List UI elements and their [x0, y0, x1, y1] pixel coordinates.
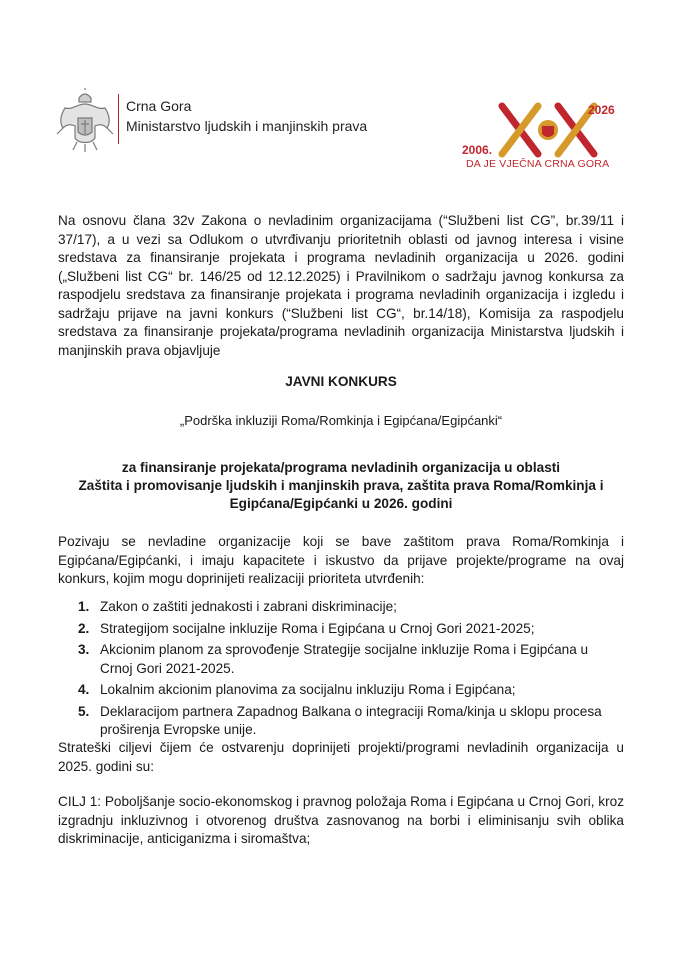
list-item-number: 5. — [78, 703, 90, 719]
header-divider — [118, 94, 119, 144]
list-item-number: 1. — [78, 599, 90, 614]
jubilee-start-year: 2006. — [462, 143, 493, 157]
list-item-number: 4. — [78, 682, 90, 697]
list-item — [58, 620, 624, 639]
list-item — [58, 703, 624, 740]
list-item-number: 2. — [78, 620, 90, 636]
list-item-text: Strategijom socijalne inkluzije Roma i Egipćana u Crnoj Gori 2021-2025; — [100, 620, 535, 636]
goals-intro-paragraph: Strateški ciljevi čijem će ostvarenju doprinijeti projekti/programi nevladinih organizacija u 2025. godini su: — [58, 740, 624, 774]
purpose-line-3: Egipćana/Egipćanki u 2026. godini — [229, 496, 453, 511]
crest-mini-icon — [538, 120, 558, 140]
priorities-list — [58, 598, 624, 743]
list-item-text: Akcionim planom za sprovođenje Strategije socijalne inkluzije Roma i Egipćana u Crnoj Gori 2021-2025. — [100, 642, 589, 676]
program-subtitle: „Podrška inkluziji Roma/Romkinja i Egipćana/Egipćanki“ — [179, 413, 503, 428]
list-item-number: 3. — [78, 642, 90, 657]
purpose-line-1: za finansiranje projekata/programa nevladinih organizacija u oblasti — [121, 460, 561, 475]
goal-1-paragraph: CILJ 1: Poboljšanje socio-ekonomskog i pravnog položaja Roma i Egipćana u Crnoj Gori, kroz izgradnju inkluzivnog i otvorenog društva zasnovanog na borbi i eliminisanju svih oblika diskriminacije, anticiganizma i siromaštva; — [58, 794, 624, 846]
jubilee-end-year: 2026 — [588, 103, 615, 117]
jubilee-motto: DA JE VJEČNA CRNA GORA — [466, 158, 610, 170]
list-item — [58, 681, 624, 700]
intro-paragraph: Na osnovu člana 32v Zakona o nevladinim organizacijama (“Službeni list CG”, br.39/11 i 37/17), a u vezi sa Odlukom o utvrđivanju prioritetnih oblasti od javnog interesa i visine sredstava za finansiranje projekata i programa nevladinih organizacija u 2026. godini („Službeni list CG“ br. 146/25 od 12.12.2025) i Pravilnikom o sadržaju javnog konkursa za raspodjelu sredstava za finansiranje projekata i programa nevladinih organizacija i izgledu i sadržaju prijave na javni konkurs (“Službeni list CG“, br.14/18), Komisija za raspodjelu sredstava za finansiranje projekata/programa nevladinih organizacija Ministarstva ljudskih i manjinskih prava objavljuje — [58, 213, 624, 358]
list-item — [58, 641, 624, 678]
ministry-name: Ministarstvo ljudskih i manjinskih prava — [126, 118, 368, 134]
document-title: JAVNI KONKURS — [285, 374, 397, 389]
list-item-text: Deklaracijom partnera Zapadnog Balkana o integraciji Roma/kinja u sklopu procesa proširenja Evropske unije. — [100, 703, 602, 737]
ministry-name-block — [126, 96, 367, 136]
list-item-text: Lokalnim akcionim planovima za socijalnu inkluziju Roma i Egipćana; — [100, 682, 516, 697]
country-name: Crna Gora — [126, 98, 192, 114]
purpose-line-2: Zaštita i promovisanje ljudskih i manjinskih prava, zaštita prava Roma/Romkinja i — [78, 478, 604, 493]
invitation-paragraph: Pozivaju se nevladine organizacije koji se bave zaštitom prava Roma/Romkinja i Egipćana/Egipćanki, i imaju kapacitete i iskustvo da prijave projekte/programe na ovaj konkurs, kojim mogu doprinijeti realizaciji prioriteta utvrđenih: — [58, 534, 624, 586]
list-item-text: Zakon o zaštiti jednakosti i zabrani diskriminacije; — [100, 599, 397, 614]
coat-of-arms-icon — [55, 88, 115, 154]
list-item — [58, 598, 624, 617]
